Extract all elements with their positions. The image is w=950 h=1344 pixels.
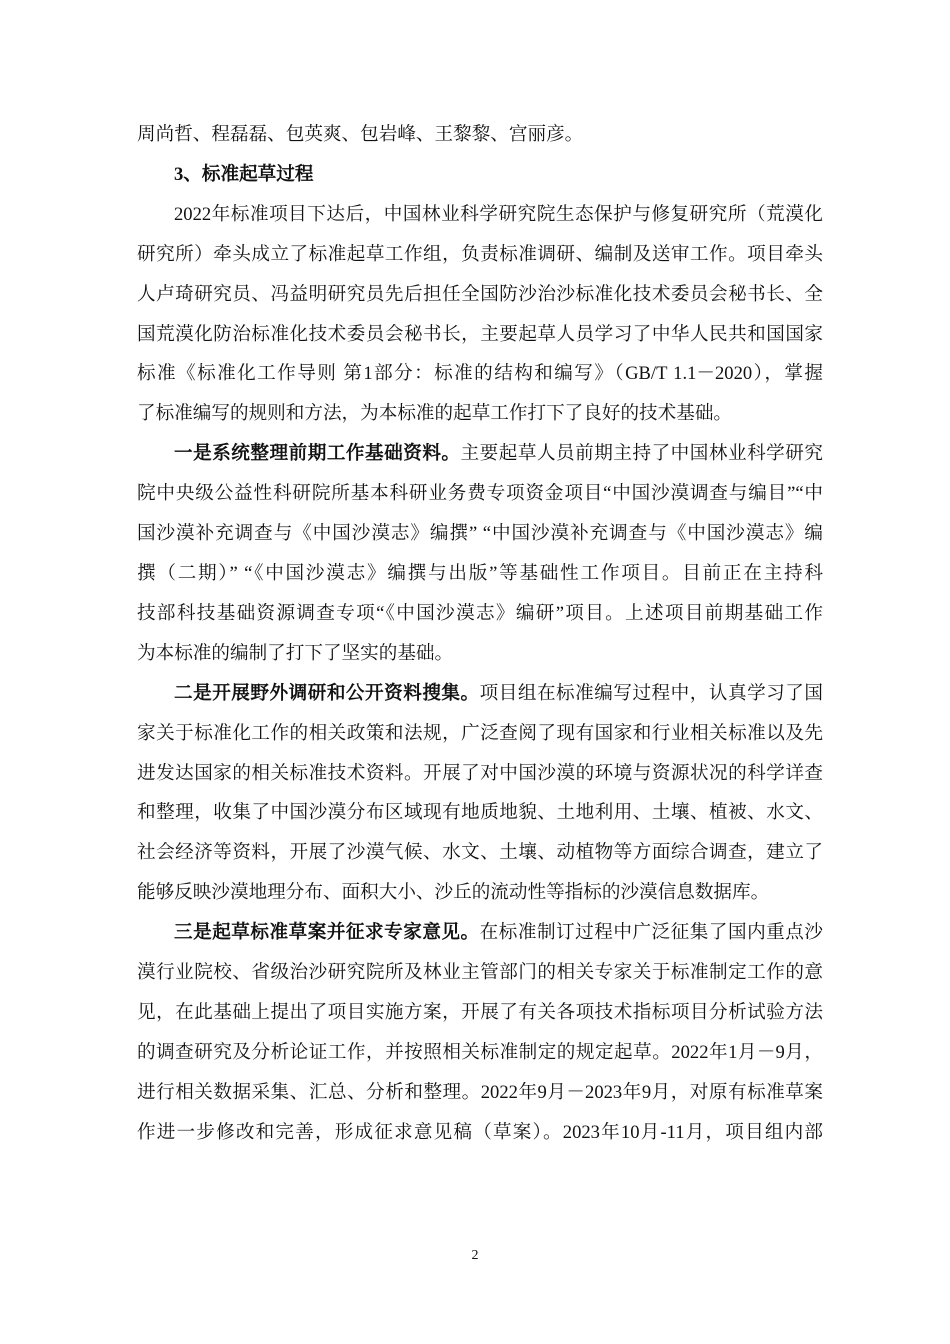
text-span: 主要起草人员前期主持了中国林业科学研究	[460, 443, 823, 465]
text-line: 周尚哲、程磊磊、包英爽、包岩峰、王黎黎、宫丽彦。	[137, 124, 584, 145]
text-line: 见，在此基础上提出了项目实施方案，开展了有关各项技术指标项目分析试验方法	[137, 1001, 823, 1023]
text-line: 人卢琦研究员、冯益明研究员先后担任全国防沙治沙标准化技术委员会秘书长、全	[137, 283, 823, 305]
text-line: 家关于标准化工作的相关政策和法规，广泛查阅了现有国家和行业相关标准以及先	[137, 722, 823, 744]
text-line: 和整理，收集了中国沙漠分布区域现有地质地貌、土地利用、土壤、植被、水文、	[137, 802, 823, 824]
text-line: 漠行业院校、省级治沙研究院所及林业主管部门的相关专家关于标准制定工作的意	[137, 962, 823, 984]
text-line: 研究所）牵头成立了标准起草工作组，负责标准调研、编制及送审工作。项目牵头	[137, 243, 823, 265]
text-line: 了标准编写的规则和方法，为本标准的起草工作打下了良好的技术基础。	[137, 403, 733, 425]
text-line: 进行相关数据采集、汇总、分析和整理。2022年9月－2023年9月，对原有标准草案	[137, 1081, 823, 1103]
text-line: 2022年标准项目下达后，中国林业科学研究院生态保护与修复研究所（荒漠化	[174, 203, 823, 225]
paragraph-lead: 三是起草标准草案并征求专家意见。	[174, 922, 480, 944]
page-number: 2	[471, 1248, 479, 1263]
section-heading-text: 3、标准起草过程	[174, 163, 314, 185]
paragraph-lead: 二是开展野外调研和公开资料搜集。	[174, 682, 480, 704]
text-span: 项目组在标准编写过程中，认真学习了国	[479, 682, 823, 704]
text-line: 作进一步修改和完善，形成征求意见稿（草案）。2023年10月-11月，项目组内部	[137, 1121, 823, 1143]
text-line: 技部科技基础资源调查专项“《中国沙漠志》编研”项目。上述项目前期基础工作	[137, 602, 823, 624]
text-line: 标准《标准化工作导则 第1部分：标准的结构和编写》（GB/T 1.1－2020），掌握	[137, 363, 823, 385]
paragraph-lead-line	[137, 913, 823, 953]
text-line: 撰（二期）” “《中国沙漠志》编撰与出版”等基础性工作项目。目前正在主持科	[137, 562, 823, 584]
text-line: 国沙漠补充调查与《中国沙漠志》编撰” “中国沙漠补充调查与《中国沙漠志》编	[137, 523, 823, 545]
section-heading	[137, 155, 823, 195]
text-line: 院中央级公益性科研院所基本科研业务费专项资金项目“中国沙漠调查与编目”“中	[137, 483, 823, 505]
document-body	[137, 115, 823, 1153]
text-line: 进发达国家的相关标准技术资料。开展了对中国沙漠的环境与资源状况的科学详查	[137, 762, 823, 784]
text-span: 在标准制订过程中广泛征集了国内重点沙	[479, 922, 823, 944]
paragraph-lead-line	[137, 674, 823, 714]
text-line: 的调查研究及分析论证工作，并按照相关标准制定的规定起草。2022年1月－9月，	[137, 1041, 823, 1063]
paragraph-lead-line	[137, 434, 823, 474]
paragraph-lead: 一是系统整理前期工作基础资料。	[174, 443, 461, 465]
text-line: 社会经济等资料，开展了沙漠气候、水文、土壤、动植物等方面综合调查，建立了	[137, 842, 823, 864]
text-line: 为本标准的编制了打下了坚实的基础。	[137, 642, 454, 664]
text-line: 国荒漠化防治标准化技术委员会秘书长，主要起草人员学习了中华人民共和国国家	[137, 323, 823, 345]
text-line: 能够反映沙漠地理分布、面积大小、沙丘的流动性等指标的沙漠信息数据库。	[137, 882, 770, 904]
